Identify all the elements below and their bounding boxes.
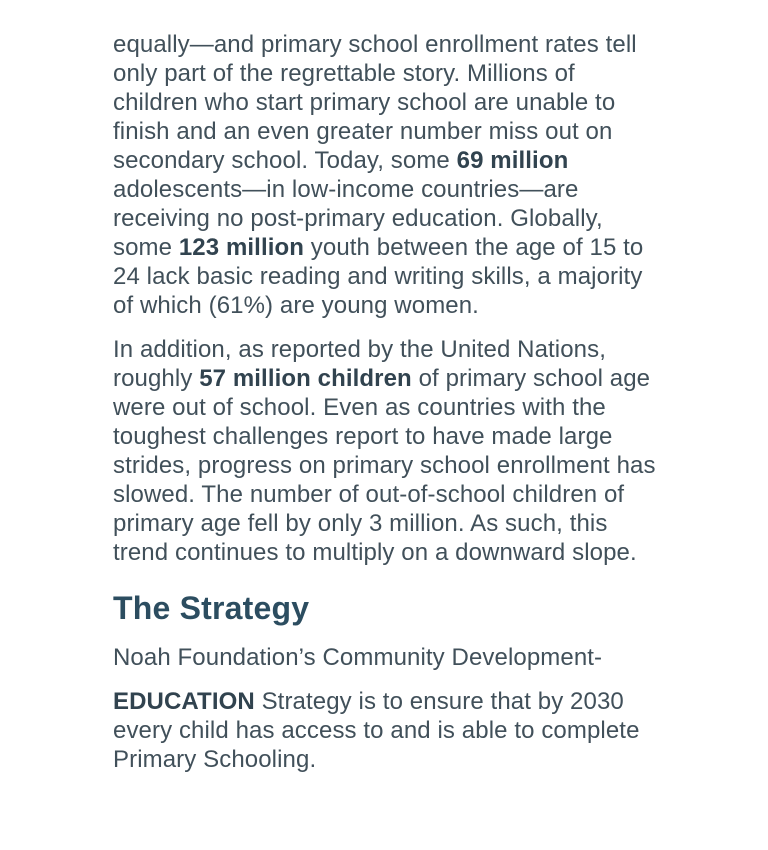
text-segment: In addition, as reported by the United Nations, roughly bbox=[113, 336, 606, 392]
text-segment: of primary school age were out of school. Even as countries with the toughest challenges report to have made large strides, progress on primary school enrollment has slowed. The number of out-of-school children of primary age fell by only 3 million. As such, this trend continues to multiply on a downward slope. bbox=[113, 365, 656, 566]
text-segment: adolescents—in low-income countries—are receiving no post-primary education. Globally, some bbox=[113, 176, 603, 261]
paragraph-united-nations-report bbox=[113, 335, 663, 567]
text-segment: Noah Foundation’s Community Development- bbox=[113, 644, 603, 671]
text-segment: youth between the age of 15 to 24 lack basic reading and writing skills, a majority of which (61%) are young women. bbox=[113, 234, 644, 319]
text-segment: equally—and primary school enrollment rates tell only part of the regrettable story. Millions of children who start primary school are unable to finish and an even greater number miss out on secondary school. Today, some bbox=[113, 31, 637, 174]
paragraph-enrollment-statistics bbox=[113, 30, 663, 320]
bold-statistic-57-million-children: 57 million children bbox=[199, 365, 412, 392]
bold-word-education: EDUCATION bbox=[113, 688, 255, 715]
bold-statistic-69-million: 69 million bbox=[456, 147, 569, 174]
section-heading-the-strategy: The Strategy bbox=[113, 590, 310, 626]
paragraph-education-strategy bbox=[113, 687, 663, 774]
text-segment: Strategy is to ensure that by 2030 every child has access to and is able to complete Primary Schooling. bbox=[113, 688, 640, 773]
bold-statistic-123-million: 123 million bbox=[178, 234, 305, 261]
paragraph-noah-foundation bbox=[113, 643, 663, 672]
